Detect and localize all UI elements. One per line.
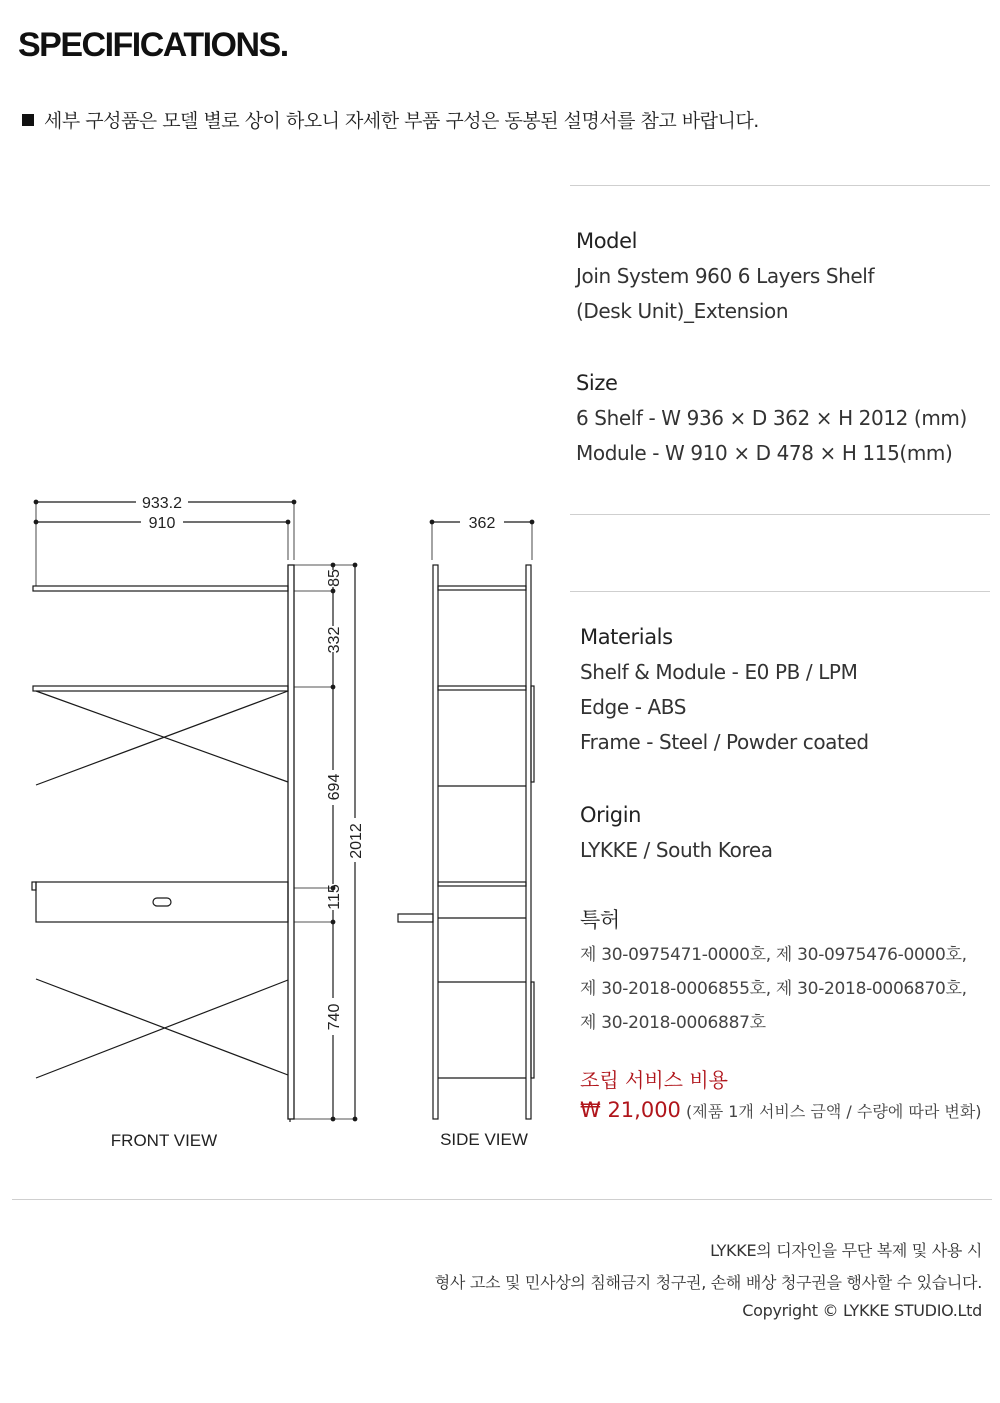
dimension-dot: [286, 520, 290, 524]
dimension-dot: [331, 685, 335, 689]
materials-line: Frame - Steel / Powder coated: [580, 730, 869, 754]
dimension-dot: [292, 500, 296, 504]
dim-933-label: 933.2: [141, 495, 183, 512]
dimension-dot: [34, 500, 38, 504]
side-view-caption: SIDE VIEW: [440, 1130, 528, 1149]
origin-label: Origin: [580, 803, 642, 827]
side-upright: [526, 565, 531, 1119]
footer-divider: [12, 1199, 992, 1200]
size-label: Size: [576, 371, 618, 395]
patent-section: [580, 903, 620, 938]
dimension-dot: [34, 520, 38, 524]
cross-brace: [36, 980, 288, 1078]
origin-value: LYKKE / South Korea: [580, 838, 773, 862]
page-title: SPECIFICATIONS.: [18, 26, 288, 64]
model-label: Model: [576, 229, 638, 253]
model-line: Join System 960 6 Layers Shelf: [576, 264, 875, 288]
notice: [22, 106, 759, 133]
desk-module: [36, 882, 288, 922]
shelf: [33, 686, 288, 691]
dim-362-label: 362: [468, 515, 496, 532]
dimension-dot: [331, 920, 335, 924]
side-shelf: [438, 686, 526, 690]
square-bullet-icon: [22, 114, 34, 126]
module-side: [398, 914, 433, 922]
cross-brace: [36, 979, 288, 1075]
front-view-caption: FRONT VIEW: [110, 1131, 218, 1150]
notice-text: 세부 구성품은 모델 별로 상이 하오니 자세한 부품 구성은 동봉된 설명서를 참고 바랍니다.: [44, 110, 759, 132]
divider: [570, 514, 990, 515]
divider: [570, 185, 990, 186]
side-shelf: [438, 882, 526, 886]
service-label: 조립 서비스 비용: [580, 1068, 728, 1092]
patent-line: 제 30-0975471-0000호, 제 30-0975476-0000호,: [580, 945, 967, 965]
footer-line: LYKKE의 디자인을 무단 복제 및 사용 시: [710, 1241, 982, 1260]
side-shelf: [438, 586, 526, 590]
service-note: (제품 1개 서비스 금액 / 수량에 따라 변화): [686, 1102, 982, 1121]
dim-2012-label: 2012: [348, 823, 365, 859]
materials-label: Materials: [580, 625, 673, 649]
front-view: [32, 500, 357, 1122]
dim-115-label: 115: [326, 884, 343, 910]
technical-drawing: [0, 490, 560, 1160]
dimension-dot: [530, 520, 534, 524]
size-line: 6 Shelf - W 936 × D 362 × H 2012 (mm): [576, 406, 967, 430]
service-price: ₩ 21,000: [580, 1098, 681, 1122]
front-upright: [288, 565, 294, 1119]
model-line: (Desk Unit)_Extension: [576, 299, 789, 323]
handle-slot: [153, 898, 171, 906]
footer-line: 형사 고소 및 민사상의 침해금지 청구권, 손해 배상 청구권을 행사할 수 있습니다.: [434, 1273, 982, 1292]
copyright: Copyright © LYKKE STUDIO.Ltd: [742, 1301, 982, 1320]
patent-line: 제 30-2018-0006855호, 제 30-2018-0006870호,: [580, 979, 967, 999]
side-bracket: [531, 982, 534, 1078]
dim-694-label: 694: [326, 773, 343, 801]
module-bracket: [32, 882, 36, 890]
patent-line: 제 30-2018-0006887호: [580, 1013, 766, 1033]
dimension-dot: [331, 589, 335, 593]
dimension-dot: [331, 563, 335, 567]
dim-910-label: 910: [148, 515, 176, 532]
patent-list: [580, 938, 967, 1040]
dimension-dot: [430, 520, 434, 524]
dimension-dot: [331, 1117, 335, 1121]
size-line: Module - W 910 × D 478 × H 115(mm): [576, 441, 953, 465]
service-price-row: [580, 1098, 982, 1122]
patent-label: 특허: [580, 908, 620, 932]
size-section: [576, 366, 967, 471]
dimension-dot: [353, 563, 357, 567]
model-section: [576, 224, 874, 329]
side-upright: [433, 565, 438, 1119]
dimension-dot: [353, 1117, 357, 1121]
divider: [570, 591, 990, 592]
dim-332-label: 332: [326, 626, 343, 654]
origin-section: [580, 798, 773, 868]
side-bracket: [531, 686, 534, 782]
materials-section: [580, 620, 869, 760]
materials-line: Shelf & Module - E0 PB / LPM: [580, 660, 858, 684]
dim-740-label: 740: [326, 1003, 343, 1031]
dim-85-label: 85: [326, 569, 343, 587]
side-view: [398, 520, 534, 1119]
shelf: [33, 586, 288, 591]
materials-line: Edge - ABS: [580, 695, 687, 719]
